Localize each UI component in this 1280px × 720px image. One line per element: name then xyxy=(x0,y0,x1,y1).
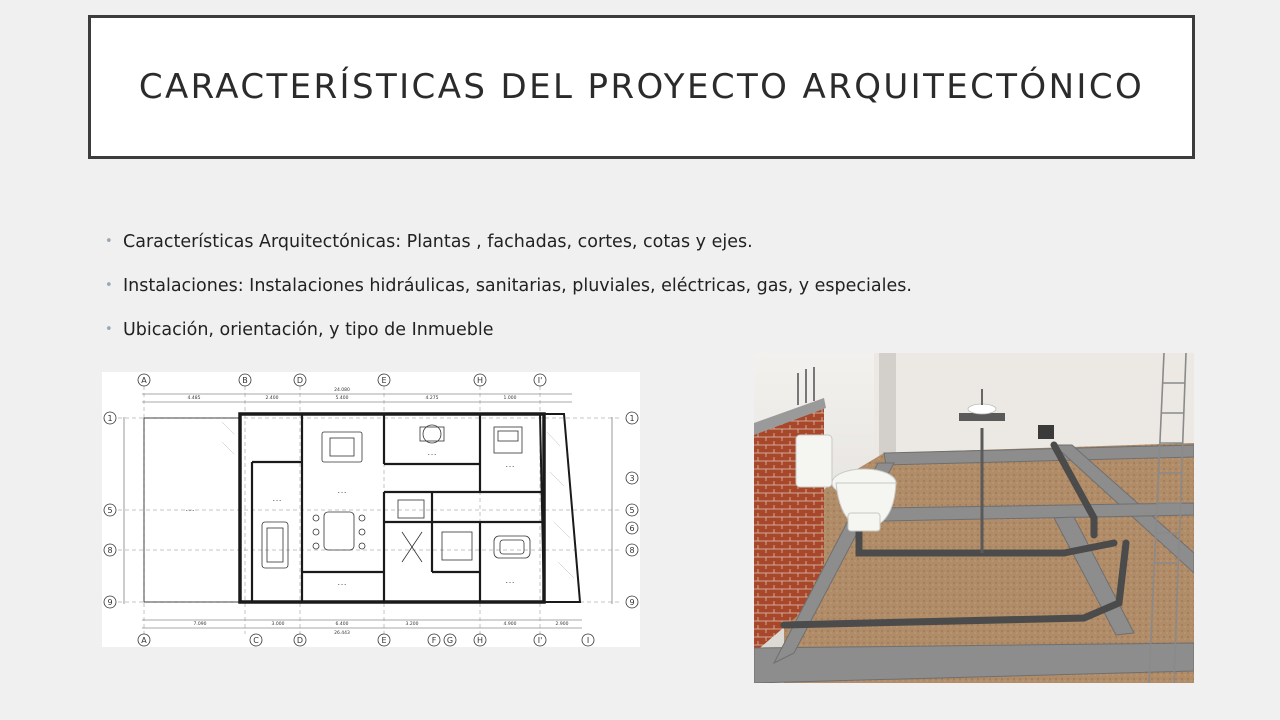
plumbing-render-image xyxy=(754,353,1194,683)
svg-text:5: 5 xyxy=(629,506,635,515)
slide-title: CARACTERÍSTICAS DEL PROYECTO ARQUITECTÓNICO xyxy=(138,67,1145,107)
svg-text:5: 5 xyxy=(107,506,113,515)
axis-bubbles-left xyxy=(104,412,116,608)
svg-text:1: 1 xyxy=(629,414,635,423)
svg-text:6.400: 6.400 xyxy=(335,622,349,627)
svg-text:I: I xyxy=(586,636,590,645)
svg-text:6: 6 xyxy=(629,524,635,533)
svg-text:E: E xyxy=(381,636,387,645)
bullet-list xyxy=(105,230,1205,362)
svg-text:7.090: 7.090 xyxy=(193,622,207,627)
title-box xyxy=(88,15,1195,159)
bullet-dot-icon: • xyxy=(105,278,113,293)
bullet-item xyxy=(105,230,1205,254)
svg-text:D: D xyxy=(296,376,304,385)
svg-text:• • •: • • • xyxy=(427,453,437,457)
bullet-item xyxy=(105,274,1205,298)
svg-text:C: C xyxy=(253,636,259,645)
svg-text:B: B xyxy=(242,376,248,385)
bullet-text: Instalaciones: Instalaciones hidráulicas, sanitarias, pluviales, eléctricas, gas, y especiales. xyxy=(123,276,912,296)
svg-text:3.000: 3.000 xyxy=(271,622,285,627)
svg-text:5.400: 5.400 xyxy=(335,396,349,401)
bullet-dot-icon: • xyxy=(105,234,113,249)
svg-text:A: A xyxy=(141,636,147,645)
svg-text:D: D xyxy=(296,636,304,645)
svg-text:A: A xyxy=(141,376,147,385)
svg-text:I': I' xyxy=(537,376,543,385)
svg-text:3: 3 xyxy=(629,474,635,483)
svg-text:2.400: 2.400 xyxy=(265,396,279,401)
svg-text:F: F xyxy=(431,636,437,645)
svg-text:8: 8 xyxy=(107,546,113,555)
bullet-text: Características Arquitectónicas: Plantas , fachadas, cortes, cotas y ejes. xyxy=(123,232,753,252)
svg-text:E: E xyxy=(381,376,387,385)
svg-text:• • •: • • • xyxy=(337,491,347,495)
svg-text:4.900: 4.900 xyxy=(503,622,517,627)
svg-text:1: 1 xyxy=(107,414,113,423)
svg-text:1.000: 1.000 xyxy=(503,396,517,401)
svg-text:4.485: 4.485 xyxy=(187,396,201,401)
svg-text:26.443: 26.443 xyxy=(334,631,350,636)
svg-text:H: H xyxy=(476,376,484,385)
svg-text:H: H xyxy=(476,636,484,645)
svg-text:• • •: • • • xyxy=(185,509,195,513)
svg-text:9: 9 xyxy=(629,598,635,607)
svg-text:8: 8 xyxy=(629,546,635,555)
floor-plan-image xyxy=(102,372,640,647)
axis-bubbles-bottom xyxy=(138,634,594,646)
svg-text:3.200: 3.200 xyxy=(405,622,419,627)
svg-text:• • •: • • • xyxy=(337,583,347,587)
svg-text:4.275: 4.275 xyxy=(425,396,439,401)
bullet-text: Ubicación, orientación, y tipo de Inmueble xyxy=(123,320,494,340)
axis-bubbles-top xyxy=(138,374,546,386)
svg-text:• • •: • • • xyxy=(505,465,515,469)
svg-text:9: 9 xyxy=(107,598,113,607)
svg-text:I': I' xyxy=(537,636,543,645)
bullet-dot-icon: • xyxy=(105,322,113,337)
svg-text:• • •: • • • xyxy=(505,581,515,585)
svg-text:G: G xyxy=(446,636,454,645)
svg-text:• • •: • • • xyxy=(272,499,282,503)
bullet-item xyxy=(105,318,1205,342)
svg-text:2.900: 2.900 xyxy=(555,622,569,627)
svg-text:24.080: 24.080 xyxy=(334,388,350,393)
axis-bubbles-right xyxy=(626,412,638,608)
